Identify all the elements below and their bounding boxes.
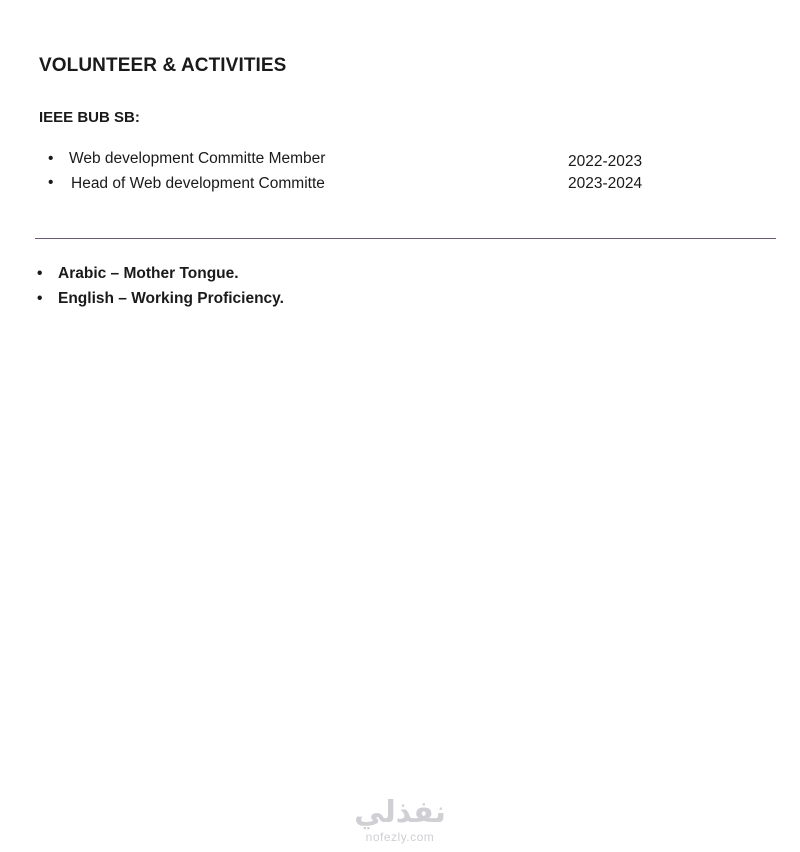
role-title: Head of Web development Committe bbox=[71, 175, 325, 192]
section-title-volunteer: VOLUNTEER & ACTIVITIES bbox=[39, 55, 287, 76]
organization-heading: IEEE BUB SB: bbox=[39, 109, 140, 126]
bullet: • bbox=[37, 290, 43, 307]
bullet: • bbox=[37, 265, 43, 282]
role-list bbox=[48, 150, 688, 198]
watermark-logo: نفذلي bbox=[354, 795, 446, 830]
language-text: English – Working Proficiency. bbox=[58, 290, 284, 307]
role-item bbox=[48, 174, 688, 198]
bullet: • bbox=[48, 150, 54, 167]
role-item bbox=[48, 150, 688, 174]
language-text: Arabic – Mother Tongue. bbox=[58, 265, 239, 282]
bullet: • bbox=[48, 174, 54, 191]
section-divider bbox=[35, 238, 776, 239]
role-title: Web development Committe Member bbox=[69, 150, 326, 167]
watermark-url: nofezly.com bbox=[365, 830, 435, 844]
role-date: 2022-2023 bbox=[568, 153, 643, 170]
role-date: 2023-2024 bbox=[568, 175, 643, 192]
watermark bbox=[350, 795, 450, 843]
